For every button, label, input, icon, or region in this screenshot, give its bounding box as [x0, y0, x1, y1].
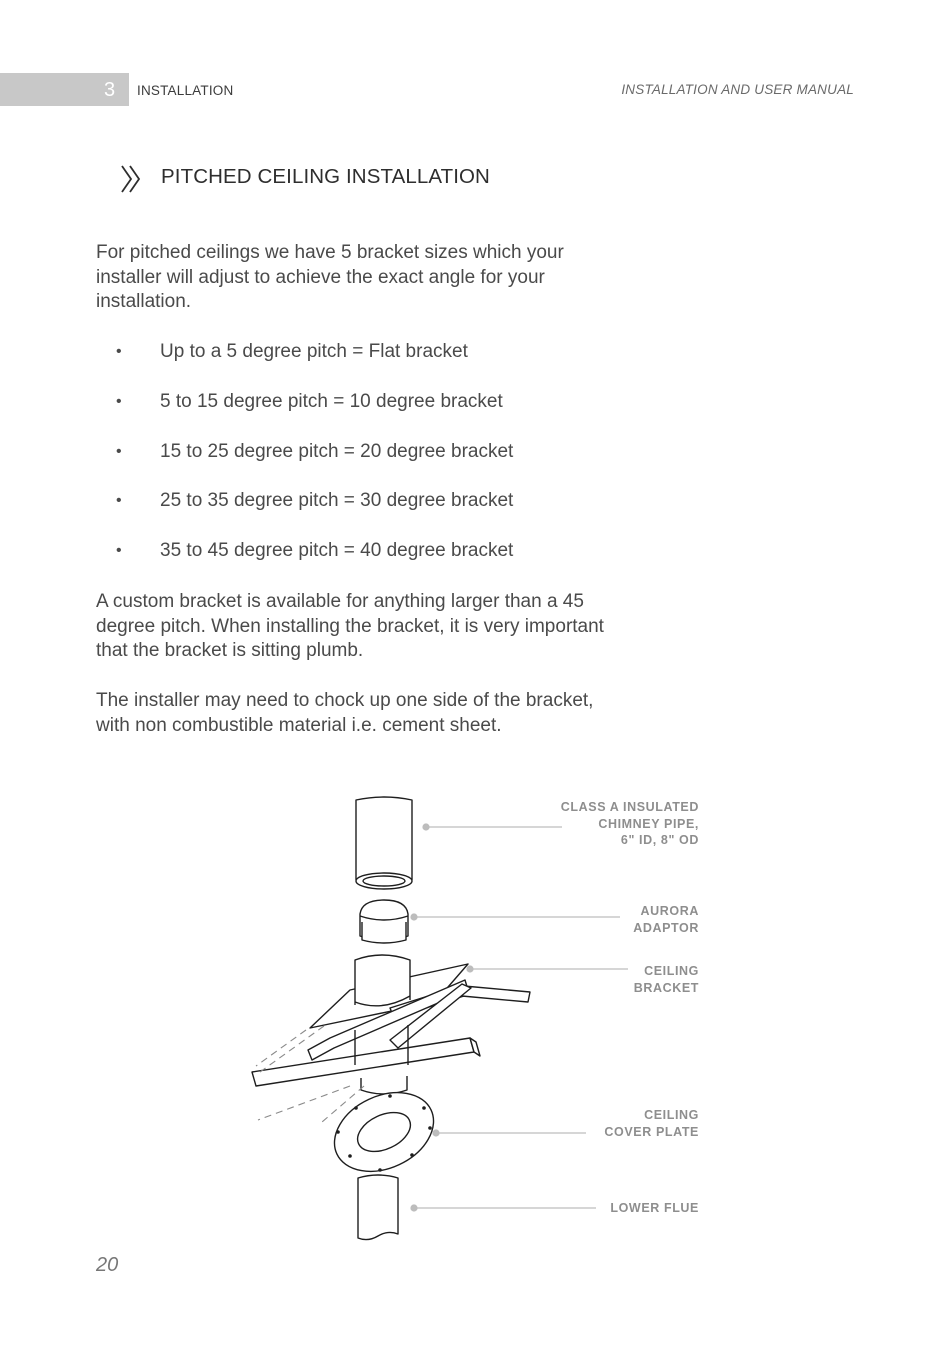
- bullet-icon: •: [116, 542, 122, 560]
- page-number: 20: [96, 1254, 119, 1276]
- list-item-text: Up to a 5 degree pitch = Flat bracket: [160, 341, 468, 362]
- list-item-text: 25 to 35 degree pitch = 30 degree bracket: [160, 490, 514, 512]
- list-item-text: 35 to 45 degree pitch = 40 degree bracket: [160, 540, 514, 562]
- intro-paragraph: For pitched ceilings we have 5 bracket sizes which your installer will adjust to achieve the exact angle for your installation.: [96, 242, 564, 312]
- cover-plate-drawing: [322, 1077, 447, 1186]
- bullet-icon: •: [116, 343, 122, 360]
- chapter-number: 3: [104, 79, 116, 101]
- label-adaptor: AURORA ADAPTOR: [633, 904, 699, 935]
- label-lower-flue: LOWER FLUE: [610, 1201, 699, 1215]
- custom-bracket-paragraph: A custom bracket is available for anything larger than a 45 degree pitch. When installing the bracket, it is very important that the bracket is sitting plumb.: [96, 591, 604, 661]
- chock-paragraph: The installer may need to chock up one side of the bracket, with non combustible material i.e. cement sheet.: [96, 690, 594, 736]
- adaptor-drawing: [360, 900, 408, 943]
- label-chimney-pipe: CLASS A INSULATED CHIMNEY PIPE, 6" ID, 8" OD: [560, 800, 699, 847]
- label-ceiling-bracket: CEILING BRACKET: [633, 964, 699, 995]
- list-item-text: 5 to 15 degree pitch = 10 degree bracket: [160, 390, 503, 412]
- ceiling-bracket-drawing: [252, 955, 530, 1094]
- double-chevron-right-icon: [119, 164, 145, 194]
- page-title: PITCHED CEILING INSTALLATION: [161, 165, 490, 188]
- leader-lines: [411, 824, 628, 1211]
- list-item-text: 15 to 25 degree pitch = 20 degree bracket: [160, 440, 514, 462]
- bullet-icon: •: [116, 492, 122, 510]
- bullet-icon: •: [116, 442, 122, 460]
- bullet-icon: •: [116, 392, 122, 410]
- lower-flue-drawing: [358, 1175, 398, 1240]
- label-cover-plate: CEILING COVER PLATE: [604, 1108, 699, 1139]
- manual-title: INSTALLATION AND USER MANUAL: [621, 82, 854, 97]
- section-label: INSTALLATION: [137, 83, 234, 98]
- flue-assembly-diagram: [240, 790, 720, 1250]
- exploded-view-drawing: [240, 790, 720, 1250]
- chimney-pipe-drawing: [356, 797, 412, 889]
